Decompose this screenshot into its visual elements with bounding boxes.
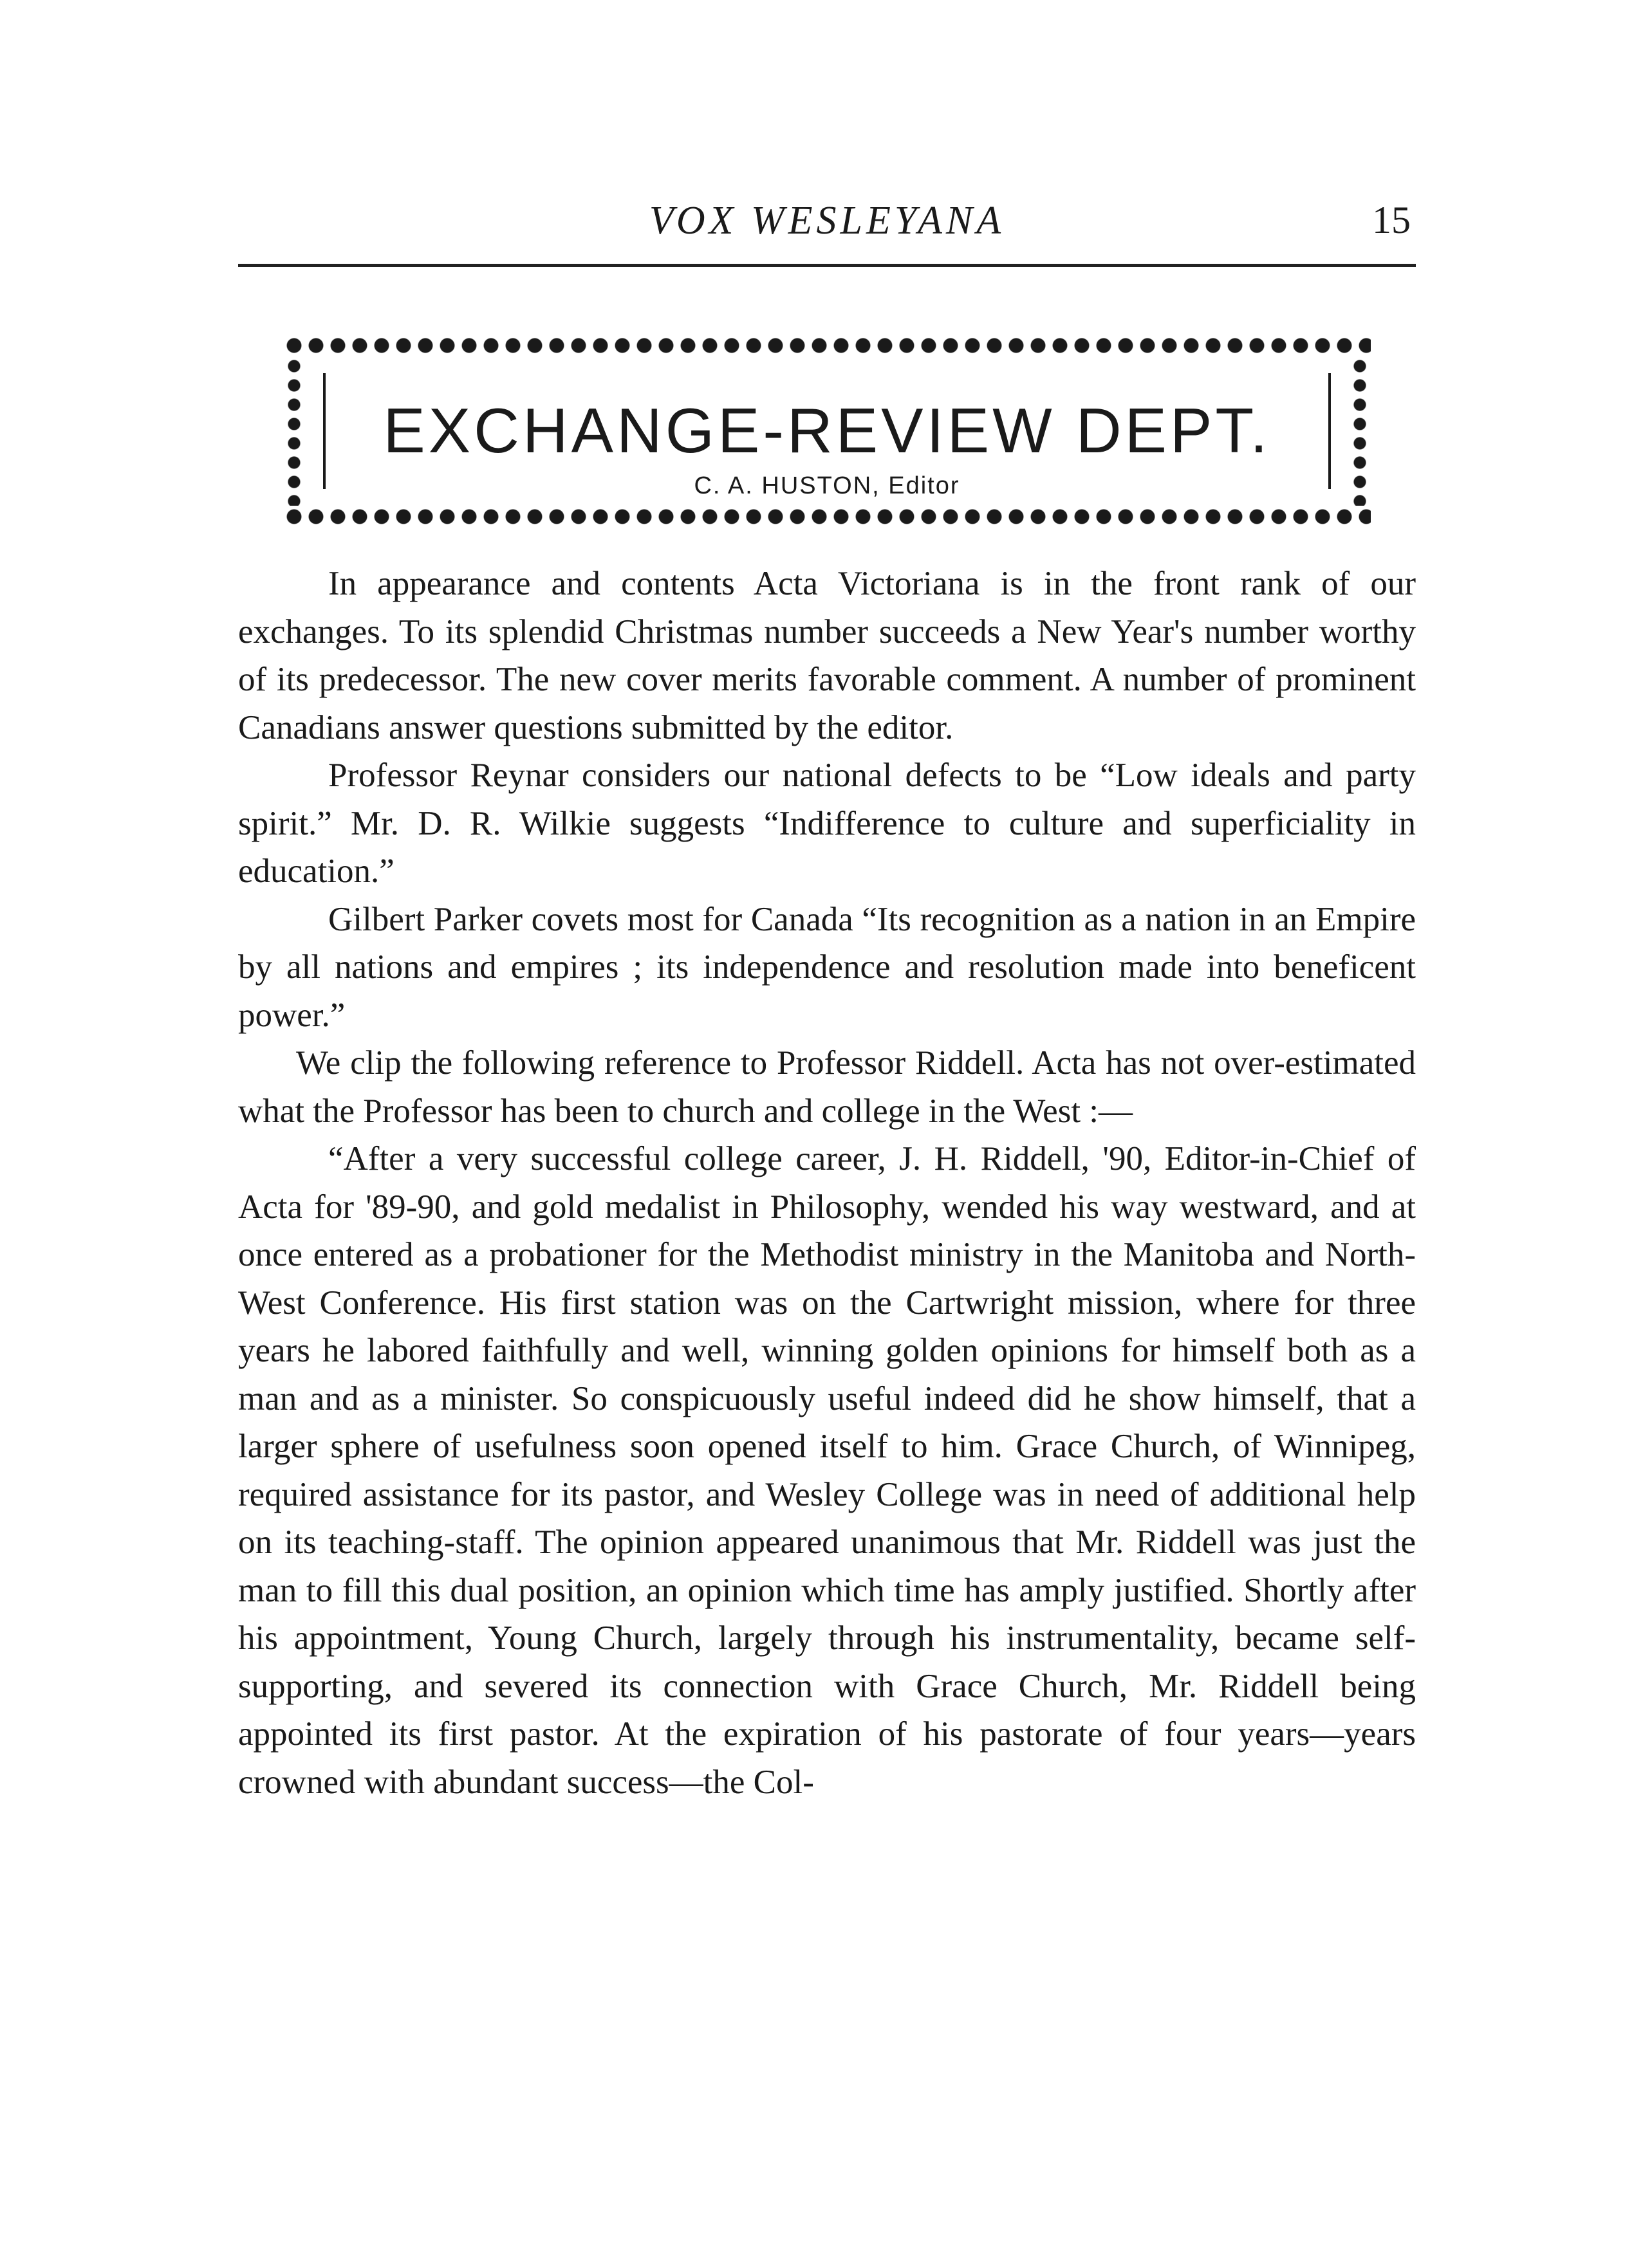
article-body [238,560,1416,1806]
department-editor: C. A. HUSTON, Editor [694,472,960,499]
paragraph-gilbert-parker: Gilbert Parker covets most for Canada “Its recognition as a nation in an Empire by all nations and empires ; its independence and resolution made into beneficent power.” [238,900,1416,1034]
department-heading-box [283,335,1371,528]
page-number: 15 [1372,199,1411,241]
paragraph-riddell-intro: We clip the following reference to Professor Riddell. Acta has not over-estimated what the Professor has been to church and college in the West :— [238,1044,1416,1130]
page-header [238,180,1416,257]
ornament-border-top [283,335,1371,356]
header-rule [238,264,1416,267]
department-title: EXCHANGE-REVIEW DEPT. [383,395,1271,466]
running-title: VOX WESLEYANA [649,199,1005,243]
paragraph-acta-review: In appearance and contents Acta Victoriana is in the front rank of our exchanges. To its splendid Christmas number succeeds a New Year's number worthy of its predecessor. The new cover merits favorable comment. A number of prominent Canadians answer questions submitted by the editor. [238,565,1416,746]
paragraph-reynar-wilkie: Professor Reynar considers our national defects to be “Low ideals and party spirit.” Mr. D. R. Wilkie suggests “Indifference to culture and superficiality in education.” [238,757,1416,890]
paragraph-riddell-quote: “After a very successful college career, J. H. Riddell, '90, Editor-in-Chief of Acta for '89-90, and gold medalist in Philosophy, wended his way westward, and at once entered as a probationer for the Methodist ministry in the Manitoba and North-West Conference. His first station was on the Cartwright mission, where for three years he labored faithfully and well, winning golden opinions for himself both as a man and as a minister. So conspicuously useful indeed did he show himself, that a larger sphere of usefulness soon opened itself to him. Grace Church, of Winnipeg, required assistance for its pastor, and Wesley College was in need of additional help on its teaching-staff. The opinion appeared unanimous that Mr. Riddell was just the man to fill this dual position, an opinion which time has amply justified. Shortly after his appointment, Young Church, largely through his instrumentality, became self-supporting, and severed its connection with Grace Church, Mr. Riddell being appointed its first pastor. At the expiration of his pastorate of four years—years crowned with abundant success—the Col- [238,1140,1416,1801]
ornament-border-bottom [283,506,1371,528]
